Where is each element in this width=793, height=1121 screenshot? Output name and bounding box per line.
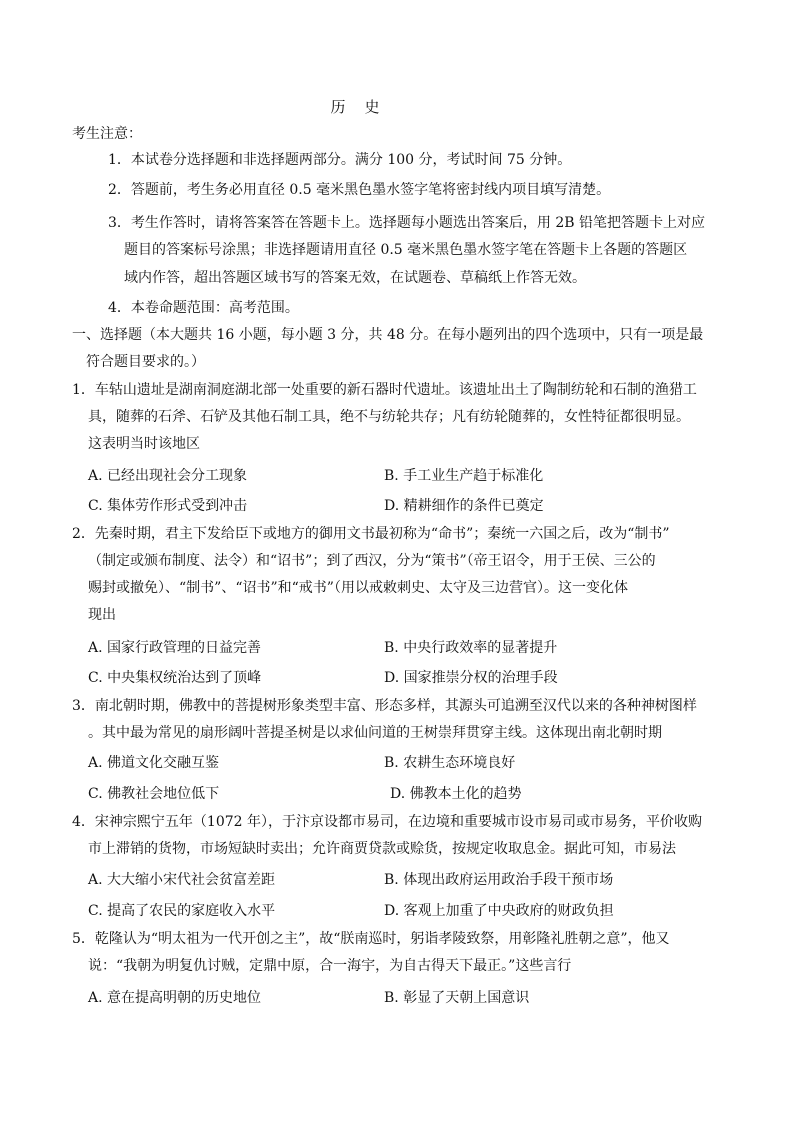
question-2-option-b: B. 中央行政效率的显著提升 (384, 640, 558, 656)
question-2-stem-cont: （制定或颁布制度、法令）和“诏书”；到了西汉，分为“策书”（帝王诏令，用于王侯、三公的 (88, 553, 656, 569)
question-1-option-b: B. 手工业生产趋于标准化 (384, 468, 544, 484)
question-4-stem-cont: 市上滞销的货物，市场短缺时卖出；允许商贾贷款或赊货，按规定收取息金。据此可知，市易法 (88, 841, 676, 857)
page-title: 历 史 (330, 98, 382, 116)
section-heading-cont: 符合题目要求的。） (86, 354, 205, 370)
question-4-option-c: C. 提高了农民的家庭收入水平 (88, 903, 276, 919)
question-2-stem: 2．先秦时期，君主下发给臣下或地方的御用文书最初称为“命书”；秦统一六国之后，改为“制书” (72, 526, 670, 542)
question-1-option-c: C. 集体劳作形式受到冲击 (88, 498, 248, 514)
question-2-option-d: D. 国家推崇分权的治理手段 (384, 670, 558, 686)
notice-heading: 考生注意： (72, 126, 142, 142)
question-1-stem-cont: 这表明当时该地区 (88, 436, 200, 452)
question-1-option-d: D. 精耕细作的条件已奠定 (384, 498, 544, 514)
question-3-option-b: B. 农耕生态环境良好 (384, 755, 516, 771)
question-4-option-b: B. 体现出政府运用政治手段干预市场 (384, 872, 614, 888)
section-heading: 一、选择题（本大题共 16 小题，每小题 3 分，共 48 分。在每小题列出的四个选项中，只有一项是最 (72, 327, 704, 343)
notice-item-2: 2．答题前，考生务必用直径 0.5 毫米黑色墨水签字笔将密封线内项目填写清楚。 (108, 182, 611, 198)
notice-item-3-cont: 域内作答，超出答题区域书写的答案无效，在试题卷、草稿纸上作答无效。 (124, 270, 586, 286)
notice-item-3-cont: 题目的答案标号涂黑；非选择题请用直径 0.5 毫米黑色墨水签字笔在答题卡上各题的答题区 (124, 242, 688, 258)
question-3-option-d: D. 佛教本土化的趋势 (390, 786, 522, 802)
question-5-option-a: A. 意在提高明朝的历史地位 (88, 990, 262, 1006)
question-1-option-a: A. 已经出现社会分工现象 (88, 468, 248, 484)
question-3-stem: 3．南北朝时期，佛教中的菩提树形象类型丰富、形态多样，其源头可追溯至汉代以来的各种神树图样 (72, 698, 697, 714)
notice-item-3: 3．考生作答时，请将答案答在答题卡上。选择题每小题选出答案后，用 2B 铅笔把答题卡上对应 (108, 215, 706, 231)
question-1-stem: 1．车轱山遗址是湖南洞庭湖北部一处重要的新石器时代遗址。该遗址出土了陶制纺轮和石制的渔猎工 (72, 382, 697, 398)
question-2-stem-cont: 赐封或撤免）、“制书”、“诏书”和“戒书”（用以戒敕刺史、太守及三边营官）。这一变化体 (88, 580, 628, 596)
question-4-option-d: D. 客观上加重了中央政府的财政负担 (384, 903, 614, 919)
question-3-stem-cont: 。其中最为常见的扇形阔叶菩提圣树是以求仙问道的王树崇拜贯穿主线。这体现出南北朝时期 (88, 725, 662, 741)
question-4-option-a: A. 大大缩小宋代社会贫富差距 (88, 872, 276, 888)
question-5-stem-cont: 说：“我朝为明复仇讨贼，定鼎中原，合一海宇，为自古得天下最正。”这些言行 (88, 958, 572, 974)
question-1-stem-cont: 具，随葬的石斧、石铲及其他石制工具，绝不与纺轮共存；凡有纺轮随葬的，女性特征都很明显。 (88, 409, 690, 425)
notice-item-4: 4．本卷命题范围：高考范围。 (108, 300, 299, 316)
question-5-stem: 5．乾隆认为“明太祖为一代开创之主”，故“朕南巡时，躬诣孝陵致祭，用彰隆礼胜朝之意”，他又 (72, 931, 670, 947)
question-2-stem-cont: 现出 (88, 607, 116, 623)
question-3-option-c: C. 佛教社会地位低下 (88, 786, 220, 802)
question-4-stem: 4．宋神宗熙宁五年（1072 年），于汴京设都市易司，在边境和重要城市设市易司或市易务，平价收购 (72, 814, 702, 830)
question-2-option-a: A. 国家行政管理的日益完善 (88, 640, 262, 656)
notice-item-1: 1．本试卷分选择题和非选择题两部分。满分 100 分，考试时间 75 分钟。 (108, 152, 572, 168)
question-2-option-c: C. 中央集权统治达到了顶峰 (88, 670, 262, 686)
question-5-option-b: B. 彰显了天朝上国意识 (384, 990, 530, 1006)
question-3-option-a: A. 佛道文化交融互鉴 (88, 755, 220, 771)
